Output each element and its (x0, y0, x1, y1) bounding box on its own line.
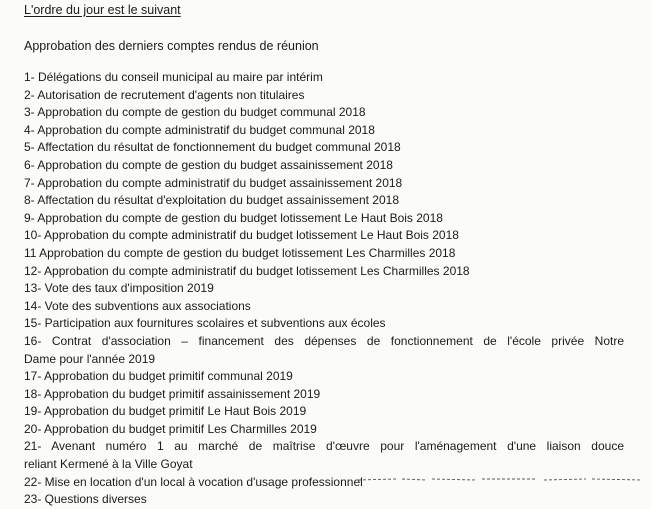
handwritten-strike-mark (356, 475, 644, 483)
agenda-item: 9- Approbation du compte de gestion du budget lotissement Le Haut Bois 2018 (24, 210, 443, 225)
agenda-item: 23- Questions diverses (24, 492, 147, 507)
agenda-item (24, 438, 624, 473)
agenda-item: 13- Vote des taux d'imposition 2019 (24, 281, 214, 296)
agenda-item: 19- Approbation du budget primitif Le Haut Bois 2019 (24, 404, 307, 419)
agenda-item: 2- Autorisation de recrutement d'agents non titulaires (24, 87, 305, 102)
agenda-item: 17- Approbation du budget primitif communal 2019 (24, 369, 293, 384)
agenda-item: 10- Approbation du compte administratif du budget lotissement Le Haut Bois 2018 (24, 228, 459, 243)
agenda-item: 20- Approbation du budget primitif Les Charmilles 2019 (24, 421, 317, 436)
agenda-item (24, 333, 624, 368)
agenda-item: 8- Affectation du résultat d'exploitation du budget assainissement 2018 (24, 193, 399, 208)
agenda-item-line: Dame pour l'année 2019 (24, 351, 156, 366)
agenda-item: 18- Approbation du budget primitif assainissement 2019 (24, 386, 321, 401)
agenda-item: 15- Participation aux fournitures scolaires et subventions aux écoles (24, 316, 386, 331)
agenda-item: 3- Approbation du compte de gestion du budget communal 2018 (24, 105, 366, 120)
agenda-list (24, 69, 624, 509)
agenda-item: 12- Approbation du compte administratif du budget lotissement Les Charmilles 2018 (24, 263, 470, 278)
agenda-item-line: reliant Kermené à la Ville Goyat (24, 457, 193, 472)
agenda-item-line: 21- Avenant numéro 1 au marché de maîtrise d'œuvre pour l'aménagement d'une liaison douce (24, 439, 624, 454)
agenda-item: 4- Approbation du compte administratif du budget communal 2018 (24, 122, 375, 137)
agenda-item-line: 16- Contrat d'association – financement des dépenses de fonctionnement de l'école privée Notre (24, 333, 624, 348)
agenda-item: 5- Affectation du résultat de fonctionnement du budget communal 2018 (24, 140, 401, 155)
agenda-item: 1- Délégations du conseil municipal au maire par intérim (24, 70, 323, 84)
agenda-item: 6- Approbation du compte de gestion du budget assainissement 2018 (24, 157, 393, 172)
agenda-item: 14- Vote des subventions aux associations (24, 298, 251, 313)
agenda-item: 22- Mise en location d'un local à vocation d'usage professionnel (24, 474, 363, 489)
agenda-item: 11 Approbation du compte de gestion du budget lotissement Les Charmilles 2018 (24, 245, 456, 260)
agenda-heading: L'ordre du jour est le suivant (24, 3, 181, 17)
minutes-approval-line: Approbation des derniers comptes rendus de réunion (24, 39, 319, 53)
agenda-item: 7- Approbation du compte administratif du budget assainissement 2018 (24, 175, 403, 190)
